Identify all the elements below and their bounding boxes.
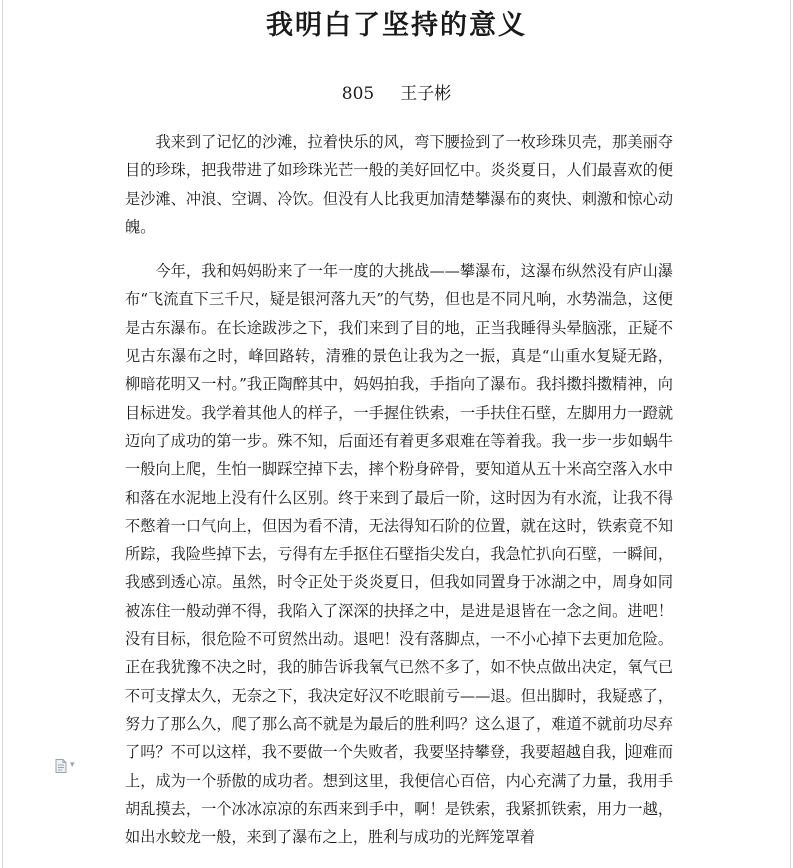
byline: [0, 82, 793, 106]
page-left-edge: [2, 0, 3, 868]
paragraph-2: [125, 257, 673, 851]
chevron-down-icon[interactable]: ▾: [70, 760, 75, 770]
document-title: 我明白了坚持的意义: [266, 10, 527, 41]
author-name: 王子彬: [400, 84, 452, 104]
document-icon[interactable]: [55, 759, 67, 773]
class-number: 805: [341, 84, 375, 104]
paragraph-2-text: 今年，我和妈妈盼来了一年一度的大挑战——攀瀑布，这瀑布纵然没有庐山瀑布“飞流直下三千尺，疑是银河落九天”的气势，但也是不同凡响，水势湍急，这便是古东瀑布。在长途跋涉之下，我们来到了目的地，正当我睡得头晕脑涨，正疑不见古东瀑布之时，峰回路转，清雅的景色让我为之一振，真是“山重水复疑无路，柳暗花明又一村。”我正陶醉其中，妈妈拍我，手指向了瀑布。我抖擞抖擞精神，向目标进发。我学着其他人的样子，一手握住铁索，一手扶住石壁，左脚用力一蹬就迈向了成功的第一步。殊不知，后面还有着更多艰难在等着我。我一步一步如蜗牛一般向上爬，生怕一脚踩空掉下去，摔个粉身碎骨，要知道从五十米高空落入水中和落在水泥地上没有什么区别。终于来到了最后一阶，这时因为有水流，让我不得不憋着一口气向上，但因为看不清，无法得知石阶的位置，就在这时，铁索竟不知所踪，我险些掉下去，亏得有左手抠住石壁指尖发白，我急忙扒向石壁，一瞬间，我感到透心凉。虽然，时令正处于炎炎夏日，但我如同置身于冰湖之中，周身如同被冻住一般动弹不得，我陷入了深深的抉择之中，是进是退皆在一念之间。进吧！没有目标，很危险不可贸然出动。退吧！没有落脚点，一不小心掉下去更加危险。正在我犹豫不决之时，我的肺告诉我氧气已然不多了，如不快点做出决定，氧气已不可支撑太久，无奈之下，我决定好汉不吃眼前亏——退。但出脚时，我疑惑了，努力了那么久，爬了那么高不就是为最后的胜利吗？这么退了，难道不就前功尽弃了吗？不可以这样，我不要做一个失败者，我要坚持攀登，我要超越自我，: [125, 262, 673, 762]
paragraph-2-continuation: 迎难而上，成为一个骄傲的成功者。想到这里，我便信心百倍，内心充满了力量，我用手胡乱摸去，一个冰冰凉凉的东西来到手中，啊！是铁索，我紧抓铁索，用力一越，如出水蛟龙一般，来到了瀑布之上，胜利与成功的光辉笼罩着: [125, 743, 674, 847]
document-body[interactable]: [125, 128, 673, 867]
paragraph-1: 我来到了记忆的沙滩，拉着快乐的风，弯下腰捡到了一枚珍珠贝壳，那美丽夺目的珍珠，把我带进了如珍珠光芒一般的美好回忆中。炎炎夏日，人们最喜欢的便是沙滩、冲浪、空调、冷饮。但没有人比我更加清楚攀瀑布的爽快、刺激和惊心动魄。: [125, 133, 673, 236]
page-right-edge: [790, 0, 791, 868]
